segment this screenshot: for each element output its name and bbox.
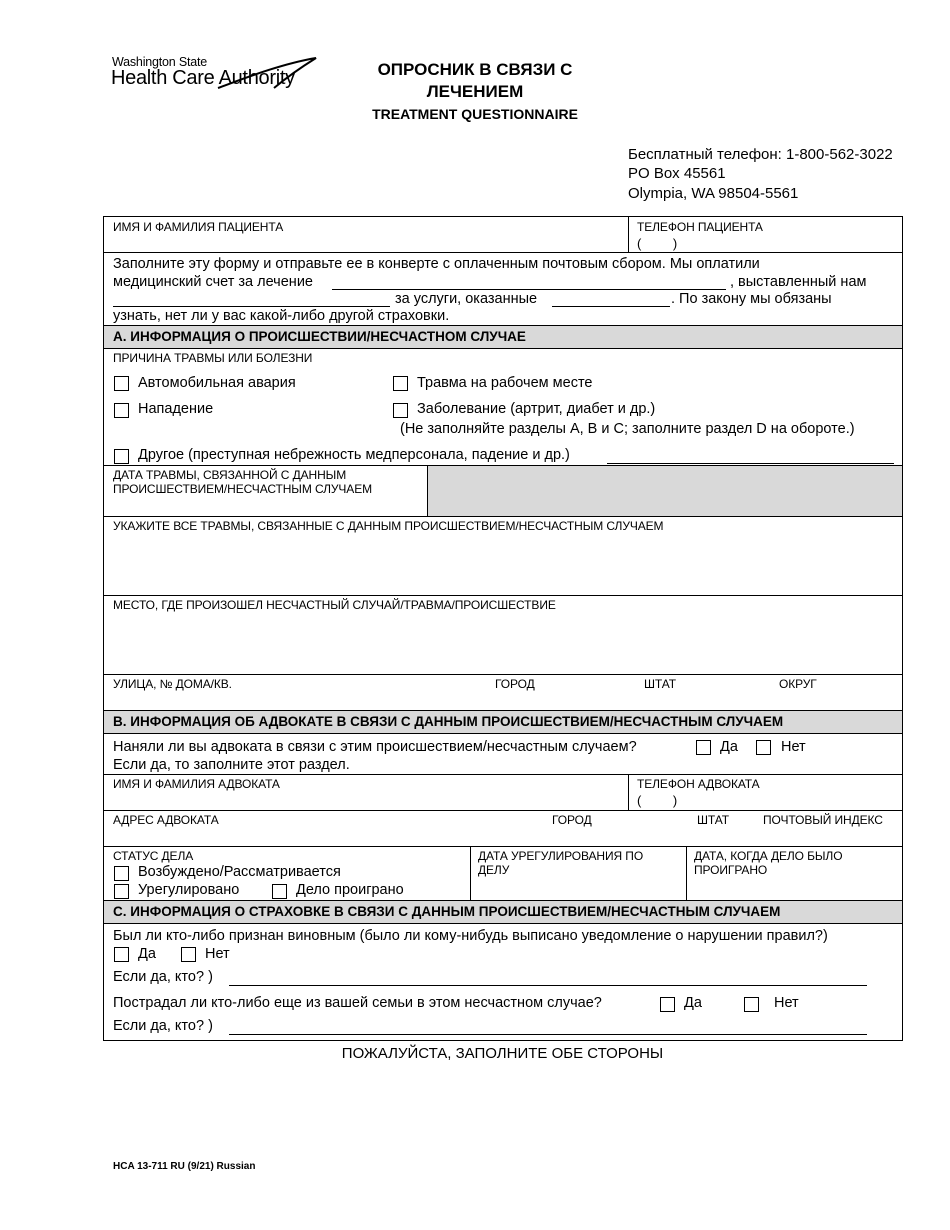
contact-phone: Бесплатный телефон: 1-800-562-3022 (628, 146, 893, 163)
form-code: HCA 13-711 RU (9/21) Russian (113, 1161, 256, 1172)
patient-phone-field[interactable]: ( ) (637, 236, 678, 251)
logo-swoosh-icon (190, 52, 322, 92)
fault-yes-checkbox[interactable] (114, 947, 129, 962)
status-lost-checkbox[interactable] (272, 884, 287, 899)
lost-date-label-1: ДАТА, КОГДА ДЕЛО БЫЛО (694, 849, 843, 863)
auto-accident-checkbox[interactable] (114, 376, 129, 391)
patient-name-label: ИМЯ И ФАМИЛИЯ ПАЦИЕНТА (113, 220, 284, 234)
fault-yes-label: Да (138, 946, 156, 962)
assault-label: Нападение (138, 401, 214, 417)
billed-blank[interactable] (113, 306, 390, 307)
family-yes-label: Да (684, 995, 702, 1011)
other-checkbox[interactable] (114, 449, 129, 464)
auto-accident-label: Автомобильная авария (138, 375, 296, 391)
city-label: ГОРОД (495, 677, 535, 691)
treatment-blank[interactable] (332, 289, 726, 290)
injury-date-label-2: ПРОИСШЕСТВИЕМ/НЕСЧАСТНЫМ СЛУЧАЕМ (113, 482, 373, 496)
section-a-header: A. ИНФОРМАЦИЯ О ПРОИСШЕСТВИИ/НЕСЧАСТНОМ СЛУЧАЕ (113, 329, 526, 344)
other-blank[interactable] (607, 463, 894, 464)
place-label: МЕСТО, ГДЕ ПРОИЗОШЕЛ НЕСЧАСТНЫЙ СЛУЧАЙ/ТРАВМА/ПРОИСШЕСТВИЕ (113, 598, 556, 612)
form-title-line1: ОПРОСНИК В СВЯЗИ С (377, 60, 573, 79)
status-open-label: Возбуждено/Рассматривается (138, 864, 341, 880)
attorney-city-label: ГОРОД (552, 813, 592, 827)
case-status-label: СТАТУС ДЕЛА (113, 849, 194, 863)
status-settled-checkbox[interactable] (114, 884, 129, 899)
attorney-zip-label: ПОЧТОВЫЙ ИНДЕКС (763, 813, 883, 827)
intro-line3a: за услуги, оказанные (395, 291, 538, 307)
service-date-blank[interactable] (552, 306, 670, 307)
attorney-question: Наняли ли вы адвоката в связи с этим происшествием/несчастным случаем? (113, 739, 637, 755)
attorney-name-label: ИМЯ И ФАМИЛИЯ АДВОКАТА (113, 777, 280, 791)
fault-no-label: Нет (205, 946, 230, 962)
intro-line3b: . По закону мы обязаны (671, 291, 832, 307)
intro-line4: узнать, нет ли у вас какой-либо другой страховки. (113, 308, 450, 324)
attorney-no-checkbox[interactable] (756, 740, 771, 755)
family-who-blank[interactable] (229, 1034, 867, 1035)
injury-date-label-1: ДАТА ТРАВМЫ, СВЯЗАННОЙ С ДАННЫМ (113, 468, 347, 482)
status-settled-label: Урегулировано (138, 882, 240, 898)
family-no-label: Нет (774, 995, 799, 1011)
injuries-label: УКАЖИТЕ ВСЕ ТРАВМЫ, СВЯЗАННЫЕ С ДАННЫМ ПРОИСШЕСТВИЕМ/НЕСЧАСТНЫМ СЛУЧАЕМ (113, 519, 664, 533)
cause-label: ПРИЧИНА ТРАВМЫ ИЛИ БОЛЕЗНИ (113, 351, 313, 365)
family-no-checkbox[interactable] (744, 997, 759, 1012)
fault-no-checkbox[interactable] (181, 947, 196, 962)
attorney-address-label: АДРЕС АДВОКАТА (113, 813, 219, 827)
status-open-checkbox[interactable] (114, 866, 129, 881)
section-c-header: C. ИНФОРМАЦИЯ О СТРАХОВКЕ В СВЯЗИ С ДАННЫМ ПРОИСШЕСТВИЕМ/НЕСЧАСТНЫМ СЛУЧАЕМ (113, 904, 781, 919)
illness-label: Заболевание (артрит, диабет и др.) (417, 401, 656, 417)
contact-pobox: PO Box 45561 (628, 165, 726, 182)
attorney-if-yes: Если да, то заполните этот раздел. (113, 757, 350, 773)
form-title-english: TREATMENT QUESTIONNAIRE (372, 106, 578, 122)
intro-line2b: , выставленный нам (730, 274, 867, 290)
questionnaire-form (103, 216, 903, 1041)
county-label: ОКРУГ (779, 677, 817, 691)
logo-agency-text: Health Care Authority (111, 67, 295, 89)
other-label: Другое (преступная небрежность медперсонала, падение и др.) (138, 447, 570, 463)
attorney-yes-checkbox[interactable] (696, 740, 711, 755)
status-lost-label: Дело проиграно (296, 882, 404, 898)
lost-date-label-2: ПРОИГРАНО (694, 863, 768, 877)
family-who-label: Если да, кто? ) (113, 1018, 213, 1034)
work-injury-checkbox[interactable] (393, 376, 408, 391)
intro-line1: Заполните эту форму и отправьте ее в конверте с оплаченным почтовым сбором. Мы оплатили (113, 256, 760, 272)
fault-question: Был ли кто-либо признан виновным (было ли кому-нибудь выписано уведомление о нарушении правил?) (113, 928, 828, 944)
state-label: ШТАТ (644, 677, 676, 691)
fault-who-blank[interactable] (229, 985, 867, 986)
family-injured-question: Пострадал ли кто-либо еще из вашей семьи в этом несчастном случае? (113, 995, 602, 1011)
settle-date-label-1: ДАТА УРЕГУЛИРОВАНИЯ ПО (478, 849, 644, 863)
illness-note: (Не заполняйте разделы А, В и С; заполните раздел D на обороте.) (400, 421, 855, 437)
work-injury-label: Травма на рабочем месте (417, 375, 593, 391)
attorney-phone-label: ТЕЛЕФОН АДВОКАТА (637, 777, 760, 791)
assault-checkbox[interactable] (114, 403, 129, 418)
intro-line2a: медицинский счет за лечение (113, 274, 313, 290)
fault-who-label: Если да, кто? ) (113, 969, 213, 985)
contact-city: Olympia, WA 98504-5561 (628, 185, 799, 202)
form-title-line2: ЛЕЧЕНИЕМ (426, 82, 524, 101)
attorney-phone-field[interactable]: ( ) (637, 793, 678, 808)
attorney-state-label: ШТАТ (697, 813, 729, 827)
section-b-header: B. ИНФОРМАЦИЯ ОБ АДВОКАТЕ В СВЯЗИ С ДАННЫМ ПРОИСШЕСТВИЕМ/НЕСЧАСТНЫМ СЛУЧАЕМ (113, 714, 784, 729)
family-yes-checkbox[interactable] (660, 997, 675, 1012)
patient-phone-label: ТЕЛЕФОН ПАЦИЕНТА (637, 220, 763, 234)
settle-date-label-2: ДЕЛУ (478, 863, 510, 877)
street-label: УЛИЦА, № ДОМА/КВ. (113, 677, 232, 691)
illness-checkbox[interactable] (393, 403, 408, 418)
complete-both-sides-note: ПОЖАЛУЙСТА, ЗАПОЛНИТЕ ОБЕ СТОРОНЫ (341, 1045, 664, 1062)
attorney-yes-label: Да (720, 739, 738, 755)
attorney-no-label: Нет (781, 739, 806, 755)
logo-state-text: Washington State (112, 55, 208, 69)
